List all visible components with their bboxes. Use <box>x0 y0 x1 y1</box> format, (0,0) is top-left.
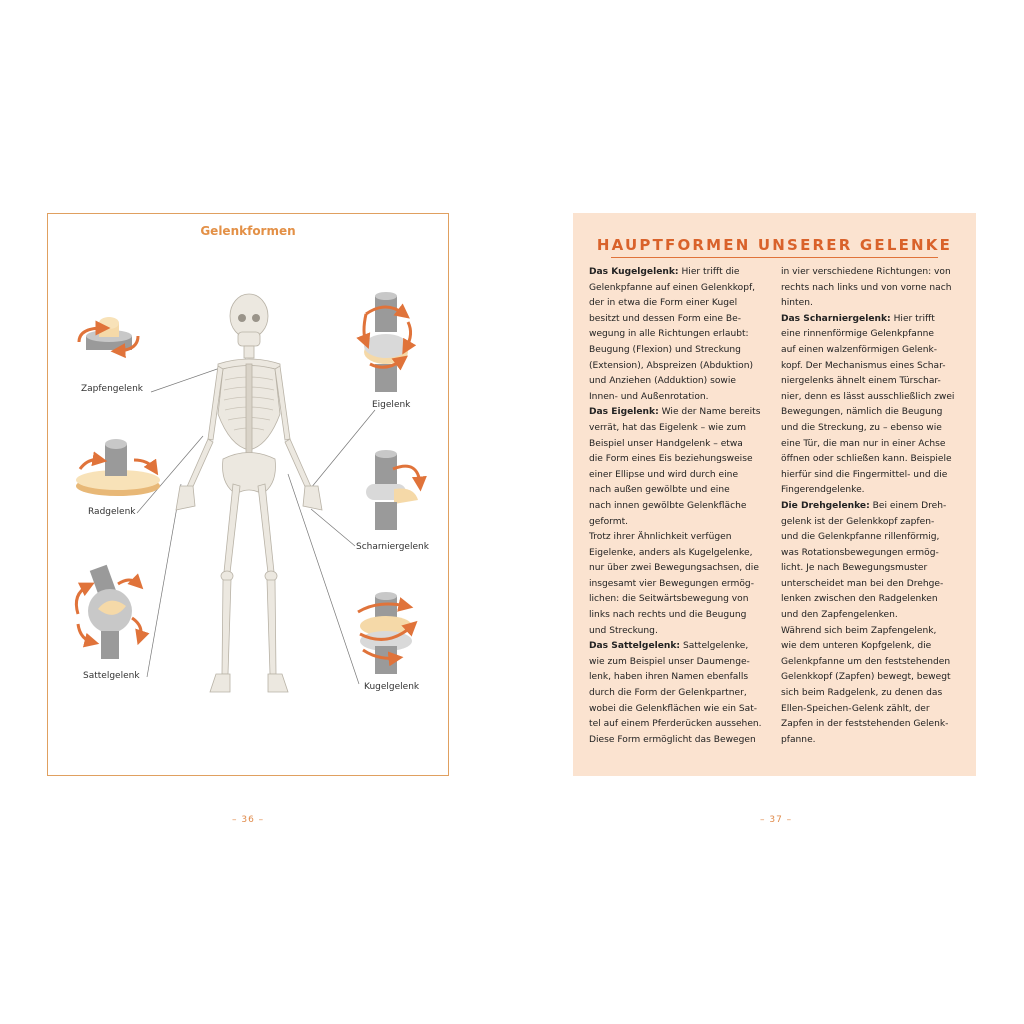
heading-drehgelenke: Die Drehgelenke: <box>781 500 870 511</box>
line: Innen- und Außenrotation. <box>589 391 709 402</box>
eigelenk-icon <box>364 292 411 392</box>
page-number-left: – 36 – <box>232 815 265 825</box>
figure-frame <box>47 213 449 776</box>
line: sich beim Radgelenk, zu denen das <box>781 688 943 699</box>
line: tel auf einem Pferderücken aussehen. <box>589 719 762 730</box>
heading-scharniergelenk: Das Scharniergelenk: <box>781 313 891 324</box>
zapfengelenk-icon <box>79 317 138 351</box>
heading-sattelgelenk: Das Sattelgelenk: <box>589 641 681 652</box>
line: und die Gelenkpfanne rillenförmig, <box>781 532 940 543</box>
line: Bewegungen, nämlich die Beugung <box>781 407 943 418</box>
line: Gelenkpfanne auf einen Gelenkkopf, <box>589 282 756 293</box>
figure-title: Gelenkformen <box>200 224 296 238</box>
line: in vier verschiedene Richtungen: von <box>781 267 951 277</box>
line: nier, denn es lässt ausschließlich zwei <box>781 391 955 402</box>
line: Eigelenke, anders als Kugelgelenke, <box>589 547 753 558</box>
text-line: Hier trifft <box>893 313 935 324</box>
line: und Streckung. <box>589 625 658 636</box>
line: lichen: die Seitwärtsbewegung von <box>589 594 749 605</box>
line: pfanne. <box>781 734 816 745</box>
line: geformt. <box>589 516 629 527</box>
text-column-2 <box>781 265 959 748</box>
line: wie zum Beispiel unser Daumenge- <box>589 656 750 667</box>
paragraph-kugelgelenk <box>589 265 767 281</box>
line: kopf. Der Mechanismus eines Schar- <box>781 360 946 371</box>
line: Fingerendgelenke. <box>781 485 865 496</box>
label-zapfengelenk: Zapfengelenk <box>81 384 144 394</box>
text-line: Sattelgelenke, <box>682 641 749 652</box>
line: lenken zwischen den Radgelenken <box>781 594 938 605</box>
sattelgelenk-icon <box>76 565 141 659</box>
line: unterscheidet man bei den Drehge- <box>781 578 944 589</box>
paragraph-drehgelenke <box>781 499 959 515</box>
line: Zapfen in der feststehenden Gelenk- <box>781 719 949 730</box>
text-line: Bei einem Dreh- <box>872 500 947 511</box>
line: eine rinnenförmige Gelenkpfanne <box>781 329 934 340</box>
line: licht. Je nach Bewegungsmuster <box>781 563 928 574</box>
label-radgelenk: Radgelenk <box>88 507 136 517</box>
line: eine Tür, die man nur in einer Achse <box>781 438 946 449</box>
line: öffnen oder schließen kann. Beispiele <box>781 454 952 465</box>
line: durch die Form der Gelenkpartner, <box>589 688 747 699</box>
line: hierfür sind die Fingermittel- und die <box>781 469 948 480</box>
line: Während sich beim Zapfengelenk, <box>781 625 937 636</box>
scharniergelenk-icon <box>366 450 420 530</box>
label-scharniergelenk: Scharniergelenk <box>356 542 429 552</box>
line: Ellen-Speichen-Gelenk zählt, der <box>781 703 930 714</box>
line: und Anziehen (Adduktion) sowie <box>589 376 736 387</box>
heading-kugelgelenk: Das Kugelgelenk: <box>589 267 679 277</box>
line: verrät, hat das Eigelenk – wie zum <box>589 422 746 433</box>
line: besitzt und dessen Form eine Be- <box>589 313 741 324</box>
line: einer Ellipse und wird durch eine <box>589 469 739 480</box>
line: rechts nach links und von vorne nach <box>781 282 952 293</box>
line: nach außen gewölbte und eine <box>589 485 730 496</box>
skeleton <box>176 294 322 692</box>
label-sattelgelenk: Sattelgelenk <box>83 671 140 681</box>
line: niergelenks ähnelt einem Türschar- <box>781 376 941 387</box>
line: wie dem unteren Kopfgelenk, die <box>781 641 932 652</box>
line: Diese Form ermöglicht das Bewegen <box>589 734 756 745</box>
text-line: Wie der Name bereits <box>661 407 761 418</box>
label-kugelgelenk: Kugelgelenk <box>364 682 420 692</box>
info-box <box>573 213 976 776</box>
line: Gelenkkopf (Zapfen) bewegt, bewegt <box>781 672 951 683</box>
radgelenk-icon <box>76 439 160 496</box>
line: Beispiel unser Handgelenk – etwa <box>589 438 743 449</box>
line: der in etwa die Form einer Kugel <box>589 298 738 309</box>
info-title: HAUPTFORMEN UNSERER GELENKE <box>596 236 953 254</box>
paragraph-eigelenk <box>589 405 767 421</box>
line: lenk, haben ihren Namen ebenfalls <box>589 672 749 683</box>
label-eigelenk: Eigelenk <box>372 400 411 410</box>
line: die Form eines Eis beziehungsweise <box>589 454 753 465</box>
paragraph-sattelgelenk <box>589 639 767 655</box>
line: hinten. <box>781 298 813 309</box>
line: und die Streckung, zu – ebenso wie <box>781 422 942 433</box>
line: nach innen gewölbte Gelenkfläche <box>589 500 747 511</box>
line: insgesamt vier Bewegungen ermög- <box>589 578 754 589</box>
text-line: Hier trifft die <box>681 267 740 277</box>
line: wegung in alle Richtungen erlaubt: <box>589 329 749 340</box>
skeleton-illustration <box>48 214 450 777</box>
line: links nach rechts und die Beugung <box>589 610 747 621</box>
line: und den Zapfengelenken. <box>781 610 898 621</box>
line: (Extension), Abspreizen (Abduktion) <box>589 360 754 371</box>
page-number-right: – 37 – <box>760 815 793 825</box>
kugelgelenk-icon <box>358 592 412 674</box>
line: wobei die Gelenkflächen wie ein Sat- <box>589 703 758 714</box>
line: Gelenkpfanne um den feststehenden <box>781 656 951 667</box>
heading-eigelenk: Das Eigelenk: <box>589 407 659 418</box>
line: was Rotationsbewegungen ermög- <box>781 547 939 558</box>
line: Trotz ihrer Ähnlichkeit verfügen <box>589 532 732 543</box>
paragraph-scharniergelenk <box>781 312 959 328</box>
title-underline <box>611 257 938 258</box>
line: nur über zwei Bewegungsachsen, die <box>589 563 759 574</box>
line: auf einen walzenförmigen Gelenk- <box>781 344 938 355</box>
line: gelenk ist der Gelenkkopf zapfen- <box>781 516 935 527</box>
text-column-1 <box>589 265 767 748</box>
line: Beugung (Flexion) und Streckung <box>589 344 741 355</box>
